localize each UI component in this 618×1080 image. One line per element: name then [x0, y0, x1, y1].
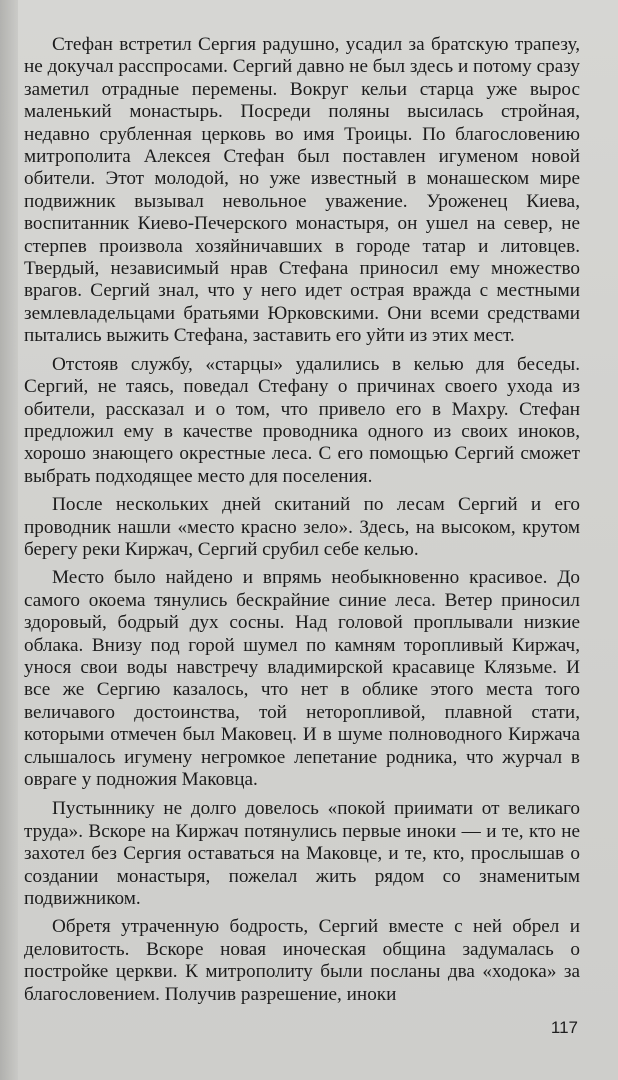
page-number: 117: [550, 1018, 578, 1037]
paragraph-5: Пустыннику не долго довелось «покой приимати от великаго труда». Вскоре на Киржач потянулись первые иноки — и те, кто не захотел без Сергия оставаться на Маковце, и те, кто, прослышав о создании монастыря, пожелал жить рядом со знаменитым подвижником.: [24, 798, 580, 910]
page-body-text: [24, 34, 580, 1012]
paragraph-6: Обретя утраченную бодрость, Сергий вместе с ней обрел и деловитость. Вскоре новая иноческая община задумалась о постройке церкви. К митрополиту были посланы два «ходока» за благословением. Получив разрешение, иноки: [24, 916, 580, 1005]
paragraph-3: После нескольких дней скитаний по лесам Сергий и его проводник нашли «место красно зело». Здесь, на высоком, крутом берегу реки Киржач, Сергий срубил себе келью.: [24, 494, 580, 560]
paragraph-1: Стефан встретил Сергия радушно, усадил за братскую трапезу, не докучал расспросами. Сергий давно не был здесь и потому сразу заметил отрадные перемены. Вокруг кельи старца уже вырос маленький монастырь. Посреди поляны высилась стройная, недавно срубленная церковь во имя Троицы. По благословению митрополита Алексея Стефан был поставлен игуменом новой обители. Этот молодой, но уже известный в монашеском мире подвижник вызывал невольное уважение. Уроженец Киева, воспитанник Киево-Печерского монастыря, он ушел на север, не стерпев произвола хозяйничавших в городе татар и литовцев. Твердый, независимый нрав Стефана приносил ему множество врагов. Сергий знал, что у него идет острая вражда с местными землевладельцами братьями Юрковскими. Они всеми средствами пытались выжить Стефана, заставить его уйти из этих мест.: [24, 34, 580, 347]
paragraph-2: Отстояв службу, «старцы» удалились в келью для беседы. Сергий, не таясь, поведал Стефану о причинах своего ухода из обители, рассказал и о том, что привело его в Махру. Стефан предложил ему в качестве проводника одного из своих иноков, хорошо знающего окрестные леса. С его помощью Сергий сможет выбрать подходящее место для поселения.: [24, 353, 580, 487]
paragraph-4: Место было найдено и впрямь необыкновенно красивое. До самого окоема тянулись бескрайние синие леса. Ветер приносил здоровый, бодрый дух сосны. Над головой проплывали низкие облака. Внизу под горой шумел по камням торопливый Киржач, унося свои воды навстречу владимирской красавице Клязьме. И все же Сергию казалось, что нет в облике этого места того величавого достоинства, той неторопливой, плавной стати, которыми отмечен был Маковец. И в шуме полноводного Киржача слышалось игумену негромкое лепетание родника, что журчал в овраге у подножия Маковца.: [24, 567, 580, 790]
